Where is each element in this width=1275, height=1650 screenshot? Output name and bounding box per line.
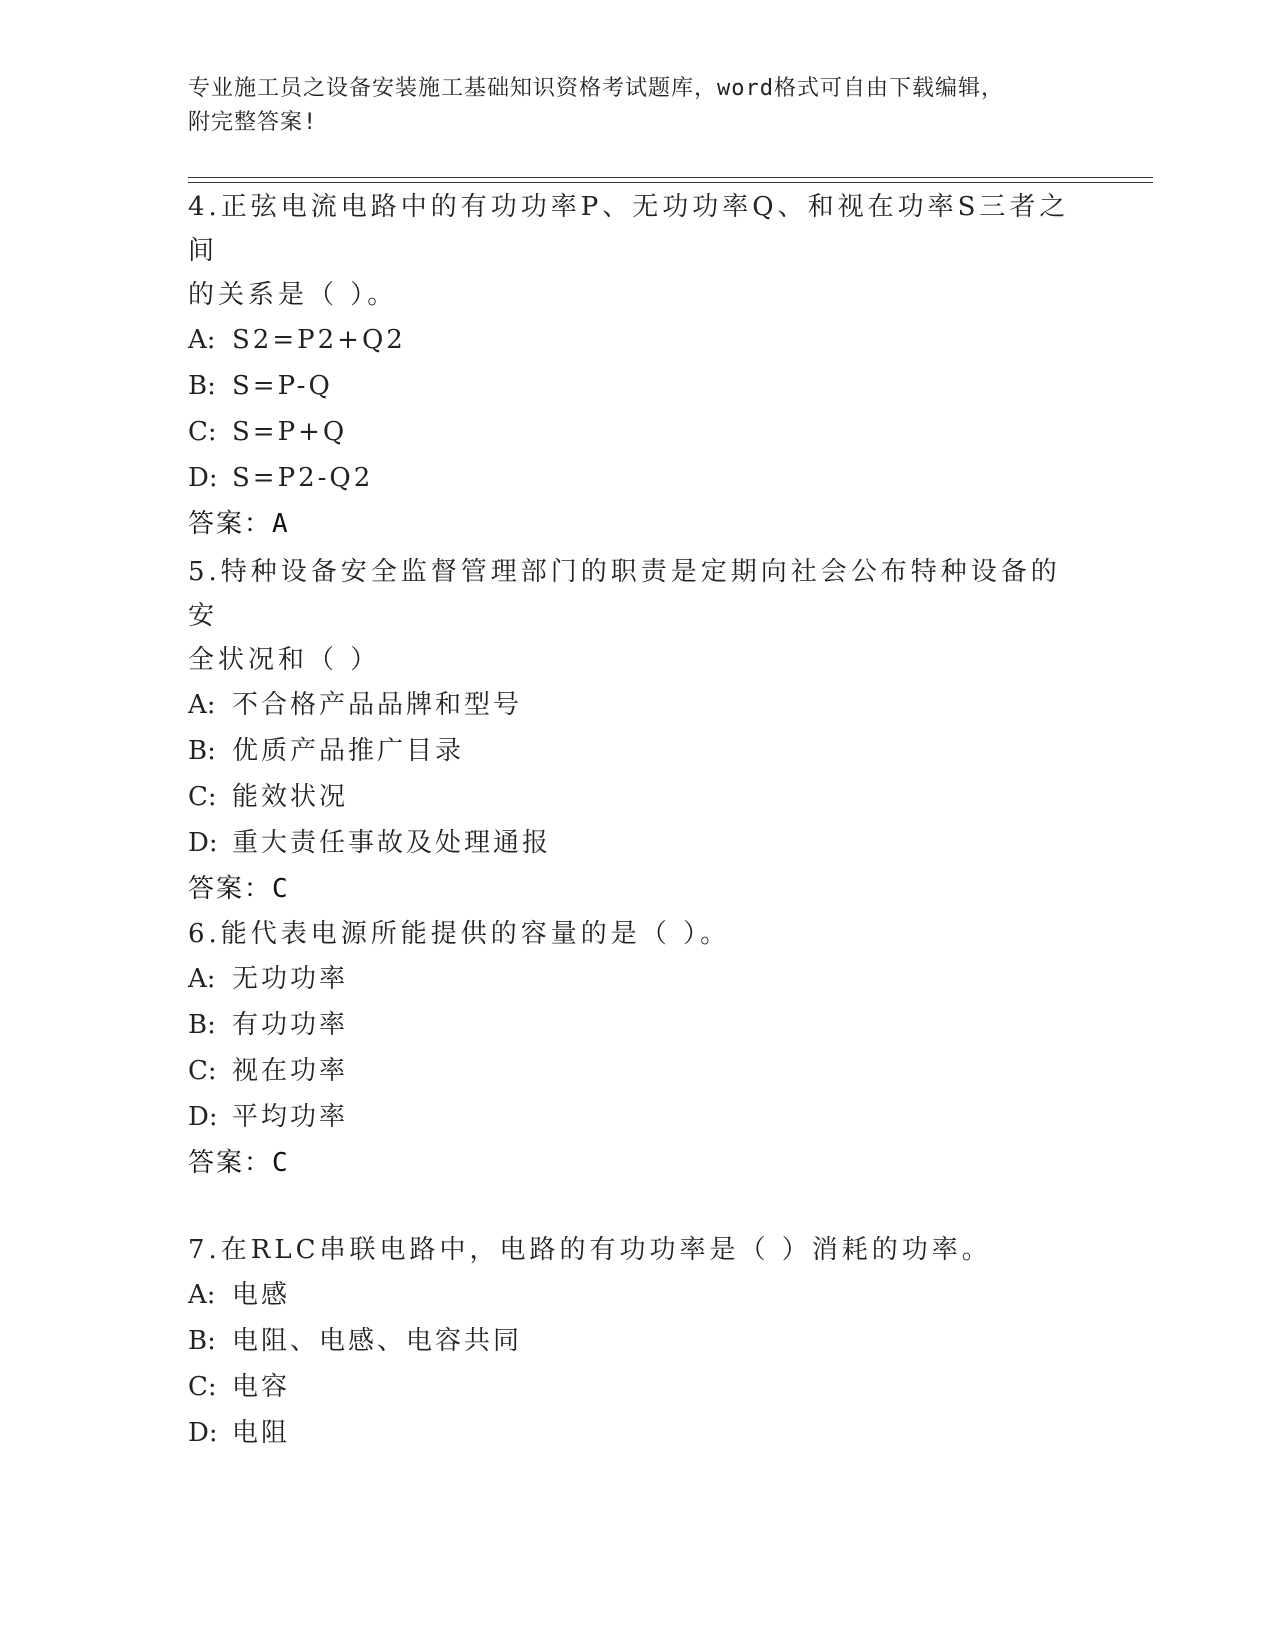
option-b	[188, 1318, 1088, 1364]
question-stem-line: 5.特种设备安全监督管理部门的职责是定期向社会公布特种设备的安	[188, 557, 1061, 631]
question-5	[188, 550, 1088, 912]
header-line-2: 附完整答案!	[188, 110, 318, 135]
option-key: C:	[188, 1372, 217, 1402]
option-text: 优质产品推广目录	[232, 736, 465, 766]
question-7	[188, 1228, 1088, 1456]
option-text: 不合格产品品牌和型号	[232, 690, 523, 720]
header-line-1: 专业施工员之设备安装施工基础知识资格考试题库，word格式可自由下载编辑，	[188, 76, 1004, 101]
document-header	[188, 72, 1088, 140]
option-b	[188, 363, 1088, 409]
option-key: A:	[188, 325, 216, 355]
option-a	[188, 682, 1088, 728]
option-key: B:	[188, 736, 216, 766]
question-stem-line: 6.能代表电源所能提供的容量的是（ ）。	[188, 919, 731, 949]
option-key: B:	[188, 1326, 216, 1356]
option-key: D:	[188, 463, 218, 493]
option-key: C:	[188, 417, 217, 447]
option-d	[188, 1094, 1088, 1140]
option-d	[188, 820, 1088, 866]
header-divider-bottom	[188, 182, 1153, 183]
answer-line: 答案：C	[188, 1148, 290, 1178]
option-a	[188, 317, 1088, 363]
question-stem-line: 的关系是（ ）。	[188, 280, 398, 310]
option-d	[188, 455, 1088, 501]
question-stem-line: 全状况和（ ）	[188, 645, 381, 675]
option-text: 电阻、电感、电容共同	[232, 1326, 523, 1356]
question-6	[188, 912, 1088, 1186]
option-key: C:	[188, 1056, 217, 1086]
option-key: D:	[188, 1102, 218, 1132]
option-key: B:	[188, 371, 216, 401]
option-text: S=P-Q	[232, 371, 333, 401]
option-text: 电容	[232, 1372, 291, 1402]
option-b	[188, 1002, 1088, 1048]
option-text: 能效状况	[232, 782, 349, 812]
option-a	[188, 1272, 1088, 1318]
option-key: A:	[188, 1280, 216, 1310]
option-key: A:	[188, 690, 216, 720]
question-stem-line: 7.在RLC串联电路中，电路的有功功率是（ ）消耗的功率。	[188, 1235, 992, 1265]
question-stem-line: 4.正弦电流电路中的有功功率P、无功功率Q、和视在功率S三者之间	[188, 192, 1070, 266]
option-text: S=P+Q	[232, 417, 348, 447]
option-text: 重大责任事故及处理通报	[232, 828, 552, 858]
question-4	[188, 185, 1088, 547]
option-key: C:	[188, 782, 217, 812]
option-text: S2=P2+Q2	[232, 325, 406, 355]
option-d	[188, 1410, 1088, 1456]
option-b	[188, 728, 1088, 774]
option-text: 无功功率	[232, 964, 349, 994]
option-key: D:	[188, 1418, 218, 1448]
option-key: D:	[188, 828, 218, 858]
option-key: B:	[188, 1010, 216, 1040]
option-c	[188, 1364, 1088, 1410]
option-text: 电感	[232, 1280, 291, 1310]
header-divider-top	[188, 177, 1153, 178]
option-key: A:	[188, 964, 216, 994]
option-text: 平均功率	[232, 1102, 349, 1132]
option-a	[188, 956, 1088, 1002]
option-c	[188, 774, 1088, 820]
option-c	[188, 409, 1088, 455]
option-text: 有功功率	[232, 1010, 349, 1040]
option-text: 电阻	[232, 1418, 291, 1448]
option-text: S=P2-Q2	[232, 463, 374, 493]
answer-line: 答案：A	[188, 509, 290, 539]
answer-line: 答案：C	[188, 874, 290, 904]
option-c	[188, 1048, 1088, 1094]
option-text: 视在功率	[232, 1056, 349, 1086]
